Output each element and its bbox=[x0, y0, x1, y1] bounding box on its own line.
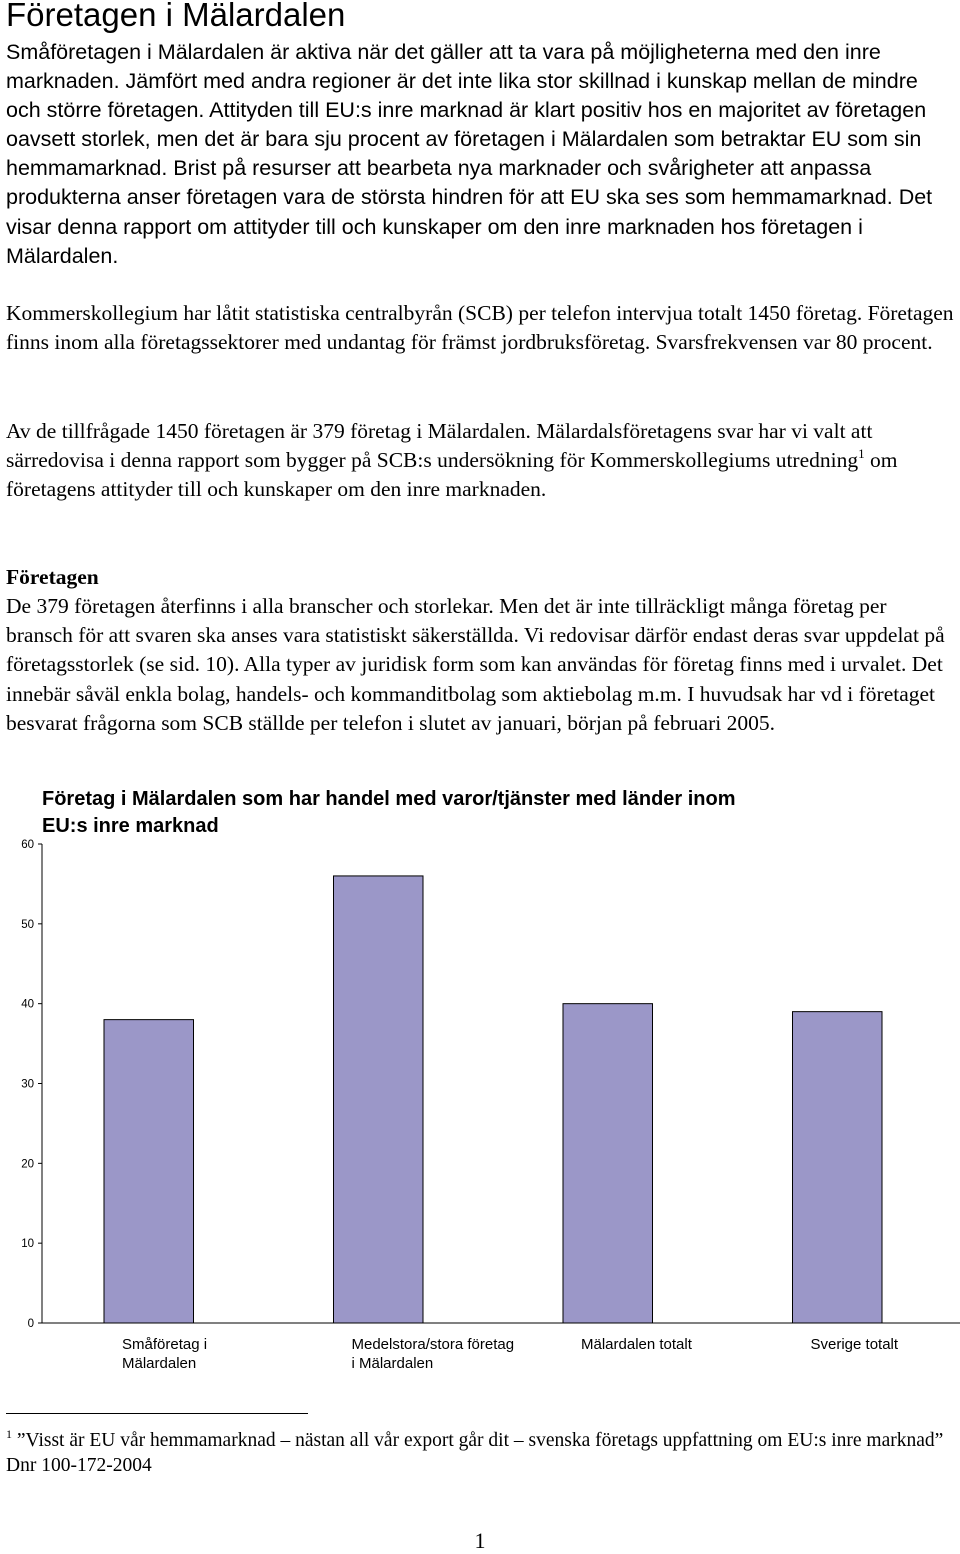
category-label bbox=[352, 1336, 515, 1372]
category-label-line: i Mälardalen bbox=[351, 1355, 434, 1372]
bar bbox=[333, 876, 423, 1323]
category-label bbox=[581, 1336, 693, 1353]
y-tick-label: 10 bbox=[21, 1238, 34, 1251]
footnote-number: 1 bbox=[6, 1427, 12, 1441]
y-tick-label: 20 bbox=[21, 1158, 34, 1171]
selection-text-continued: om företagens attityder till och kunskaper om den inre marknaden. bbox=[6, 448, 898, 502]
y-tick-label: 50 bbox=[21, 918, 34, 931]
y-tick-label: 60 bbox=[21, 839, 34, 851]
category-label-line: Mälardalen totalt bbox=[581, 1336, 692, 1353]
footnote-reference: 1 bbox=[858, 446, 865, 462]
y-tick-label: 30 bbox=[21, 1078, 34, 1091]
selection-text: Av de tillfrågade 1450 företagen är 379 företag i Mälardalen. Mälardalsföretagens svar har vi valt att särredovisa i denna rapport som bygger på SCB:s undersökning för Kommerskollegiums utredning bbox=[6, 419, 873, 473]
footnote-text: ”Visst är EU vår hemmamarknad – nästan all vår export går dit – svenska företags uppfattning om EU:s inre marknad” Dnr 100-172-2004 bbox=[6, 1430, 944, 1476]
category-label-line: Medelstora/stora företag bbox=[351, 1336, 515, 1353]
footnote-divider bbox=[6, 1413, 308, 1414]
companies-paragraph: De 379 företagen återfinns i alla branscher och storlekar. Men det är inte tillräckligt många företag per bransch för att svaren ska anses vara statistiskt säkerställda. Vi redovisar därför endast deras svar uppdelat på företagsstorlek (se sid. 10). Alla typer av juridisk form som kan användas för företag finns med i urvalet. Det innebär såväl enkla bolag, handels- och kommanditbolag som aktiebolag m.m. I huvudsak har vd i företaget besvarat frågorna som SCB ställde per telefon i slutet av januari, början på februari 2005. bbox=[6, 594, 945, 735]
method-paragraph: Kommerskollegium har låtit statistiska centralbyrån (SCB) per telefon intervjua totalt 1450 företag. Företagen finns inom alla företagssektorer med undantag för främst jordbruksföretag. Svarsfrekvensen var 80 procent. bbox=[6, 301, 954, 355]
y-tick-label: 0 bbox=[27, 1318, 34, 1330]
category-label-line: Mälardalen bbox=[122, 1355, 197, 1372]
intro-paragraph: Småföretagen i Mälardalen är aktiva när det gäller att ta vara på möjligheterna med den inre marknaden. Jämfört med andra regioner är det inte lika stor skillnad i kunskap mellan de mindre och större företagen. Attityden till EU:s inre marknad är klart positiv hos en majoritet av företagen oavsett storlek, men det är bara sju procent av företagen i Mälardalen som betraktar EU som sin hemmamarknad. Brist på resurser att bearbeta nya marknader och svårigheter att anpassa produkterna anser företagen vara de största hindren för att EU ska ses som hemmamarknad. Det visar denna rapport om attityder till och kunskaper om den inre marknaden hos företagen i Mälardalen. bbox=[6, 40, 933, 268]
bar bbox=[792, 1012, 882, 1323]
bar bbox=[104, 1020, 194, 1323]
category-label-line: Sverige totalt bbox=[810, 1336, 899, 1353]
category-label-line: Småföretag i bbox=[122, 1336, 208, 1353]
category-label bbox=[811, 1336, 899, 1353]
y-tick-label: 40 bbox=[21, 998, 34, 1011]
chart-title: Företag i Mälardalen som har handel med varor/tjänster med länder inom EU:s inre marknad bbox=[42, 788, 736, 837]
footnote bbox=[6, 1428, 956, 1478]
bar bbox=[563, 1004, 653, 1323]
section-heading: Företagen bbox=[6, 565, 99, 589]
selection-paragraph bbox=[6, 417, 956, 505]
page-number: 1 bbox=[474, 1528, 486, 1553]
category-label bbox=[122, 1336, 207, 1372]
page-title: Företagen i Mälardalen bbox=[6, 0, 346, 33]
bar-chart bbox=[0, 830, 960, 1390]
